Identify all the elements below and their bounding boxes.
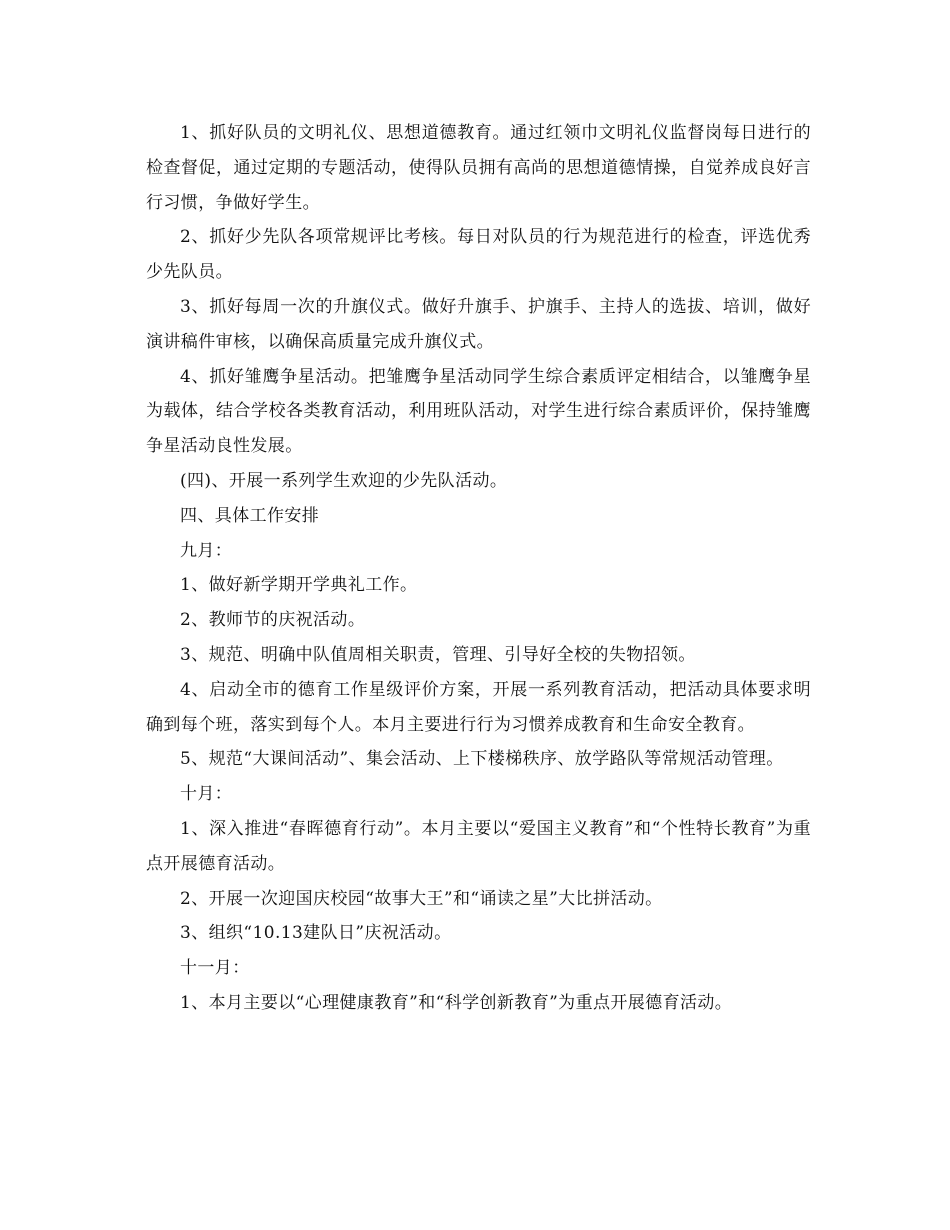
month-heading-september: 九月：: [180, 540, 233, 561]
month-heading-november: 十一月：: [180, 958, 250, 979]
list-item-sept-5: 5、规范“大课间活动”、集会活动、上下楼梯秩序、放学路队等常规活动管理。: [180, 749, 784, 770]
list-item-sept-1: 1、做好新学期开学典礼工作。: [180, 575, 418, 596]
list-item-sept-2: 2、教师节的庆祝活动。: [180, 610, 366, 631]
list-item-nov-1: 1、本月主要以“心理健康教育”和“科学创新教育”为重点开展德育活动。: [180, 992, 733, 1013]
document-body: [146, 116, 811, 1021]
paragraph-etiquette-education: 1、抓好队员的文明礼仪、思想道德教育。通过红领巾文明礼仪监督岗每日进行的检查督促，通过定期的专题活动，使得队员拥有高尚的思想道德情操，自觉养成良好言行习惯，争做好学生。: [146, 123, 811, 213]
list-item-oct-1: 1、深入推进“春晖德育行动”。本月主要以“爱国主义教育”和“个性特长教育”为重点开展德育活动。: [146, 818, 811, 874]
month-heading-october: 十月：: [180, 784, 233, 805]
list-item-oct-2: 2、开展一次迎国庆校园“故事大王”和“诵读之星”大比拼活动。: [180, 888, 663, 909]
paragraph-flag-ceremony: 3、抓好每周一次的升旗仪式。做好升旗手、护旗手、主持人的选拔、培训，做好演讲稿件审核，以确保高质量完成升旗仪式。: [146, 296, 811, 352]
paragraph-star-activity: 4、抓好雏鹰争星活动。把雏鹰争星活动同学生综合素质评定相结合，以雏鹰争星为载体，结合学校各类教育活动，利用班队活动，对学生进行综合素质评价，保持雏鹰争星活动良性发展。: [146, 366, 811, 457]
paragraph-section-four-sub: (四)、开展一系列学生欢迎的少先队活动。: [180, 470, 508, 491]
paragraph-routine-evaluation: 2、抓好少先队各项常规评比考核。每日对队员的行为规范进行的检查，评选优秀少先队员。: [146, 227, 811, 283]
list-item-sept-3: 3、规范、明确中队值周相关职责，管理、引导好全校的失物招领。: [180, 644, 696, 665]
list-item-sept-4: 4、启动全市的德育工作星级评价方案，开展一系列教育活动，把活动具体要求明确到每个班，落实到每个人。本月主要进行行为习惯养成教育和生命安全教育。: [146, 679, 811, 735]
list-item-oct-3: 3、组织“10.13建队日”庆祝活动。: [180, 923, 452, 944]
section-heading-work-schedule: 四、具体工作安排: [180, 505, 320, 526]
